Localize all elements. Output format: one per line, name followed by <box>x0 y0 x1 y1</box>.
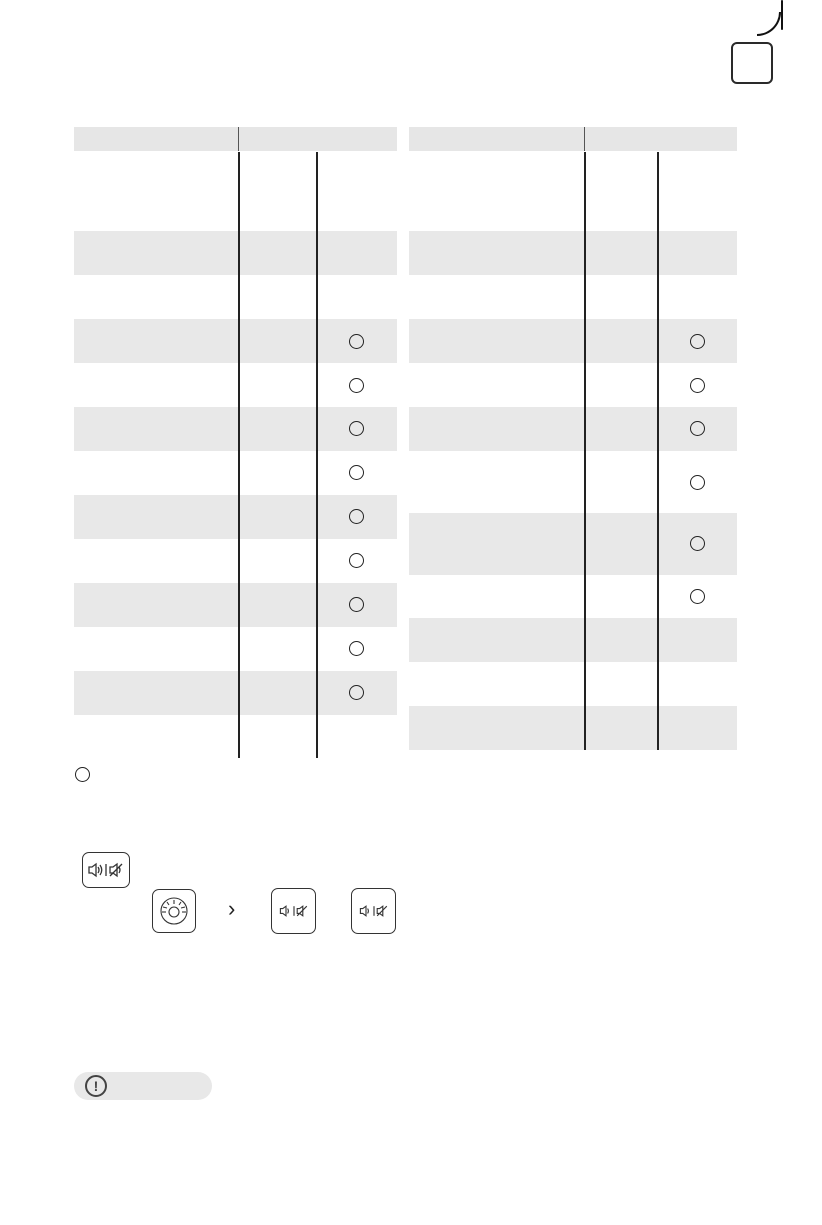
table-row <box>409 513 737 575</box>
table-row <box>74 231 397 275</box>
sound-mute-toggle-icon <box>277 903 311 919</box>
circle-marker-icon <box>349 334 364 349</box>
circle-marker-icon <box>690 475 705 490</box>
left-header-divider <box>238 127 239 151</box>
right-column-divider <box>657 152 659 750</box>
circle-marker-icon <box>690 421 705 436</box>
table-row <box>409 407 737 451</box>
table-row <box>409 618 737 662</box>
circle-marker-icon <box>349 509 364 524</box>
left-table-header <box>74 127 397 151</box>
mute-key-step1 <box>271 888 316 934</box>
right-table-header <box>409 127 737 151</box>
circle-marker-icon <box>349 465 364 480</box>
right-header-divider <box>584 127 585 151</box>
circle-marker-icon <box>690 589 705 604</box>
left-column-divider <box>316 152 318 758</box>
sound-mute-toggle-icon <box>357 903 391 919</box>
sound-mute-toggle-icon <box>86 860 126 880</box>
crop-mark-arc <box>757 12 781 36</box>
circle-marker-icon <box>690 334 705 349</box>
circle-marker-icon <box>349 641 364 656</box>
legend-circle-icon <box>75 767 90 782</box>
table-row <box>409 319 737 363</box>
mute-toggle-key <box>82 852 130 888</box>
circle-marker-icon <box>690 378 705 393</box>
table-row <box>409 231 737 275</box>
exclamation-icon: ! <box>85 1075 107 1097</box>
dial-icon <box>159 896 189 926</box>
circle-marker-icon <box>349 597 364 612</box>
circle-marker-icon <box>690 536 705 551</box>
dial-key <box>152 889 196 933</box>
crop-mark-line <box>781 0 783 30</box>
right-column-divider <box>584 152 586 750</box>
chevron-right-icon: › <box>228 896 236 921</box>
circle-marker-icon <box>349 378 364 393</box>
circle-marker-icon <box>349 685 364 700</box>
left-column-divider <box>238 152 240 758</box>
mute-key-step2 <box>351 888 396 934</box>
circle-marker-icon <box>349 421 364 436</box>
page-number-box <box>731 42 773 84</box>
circle-marker-icon <box>349 553 364 568</box>
table-row <box>409 706 737 750</box>
